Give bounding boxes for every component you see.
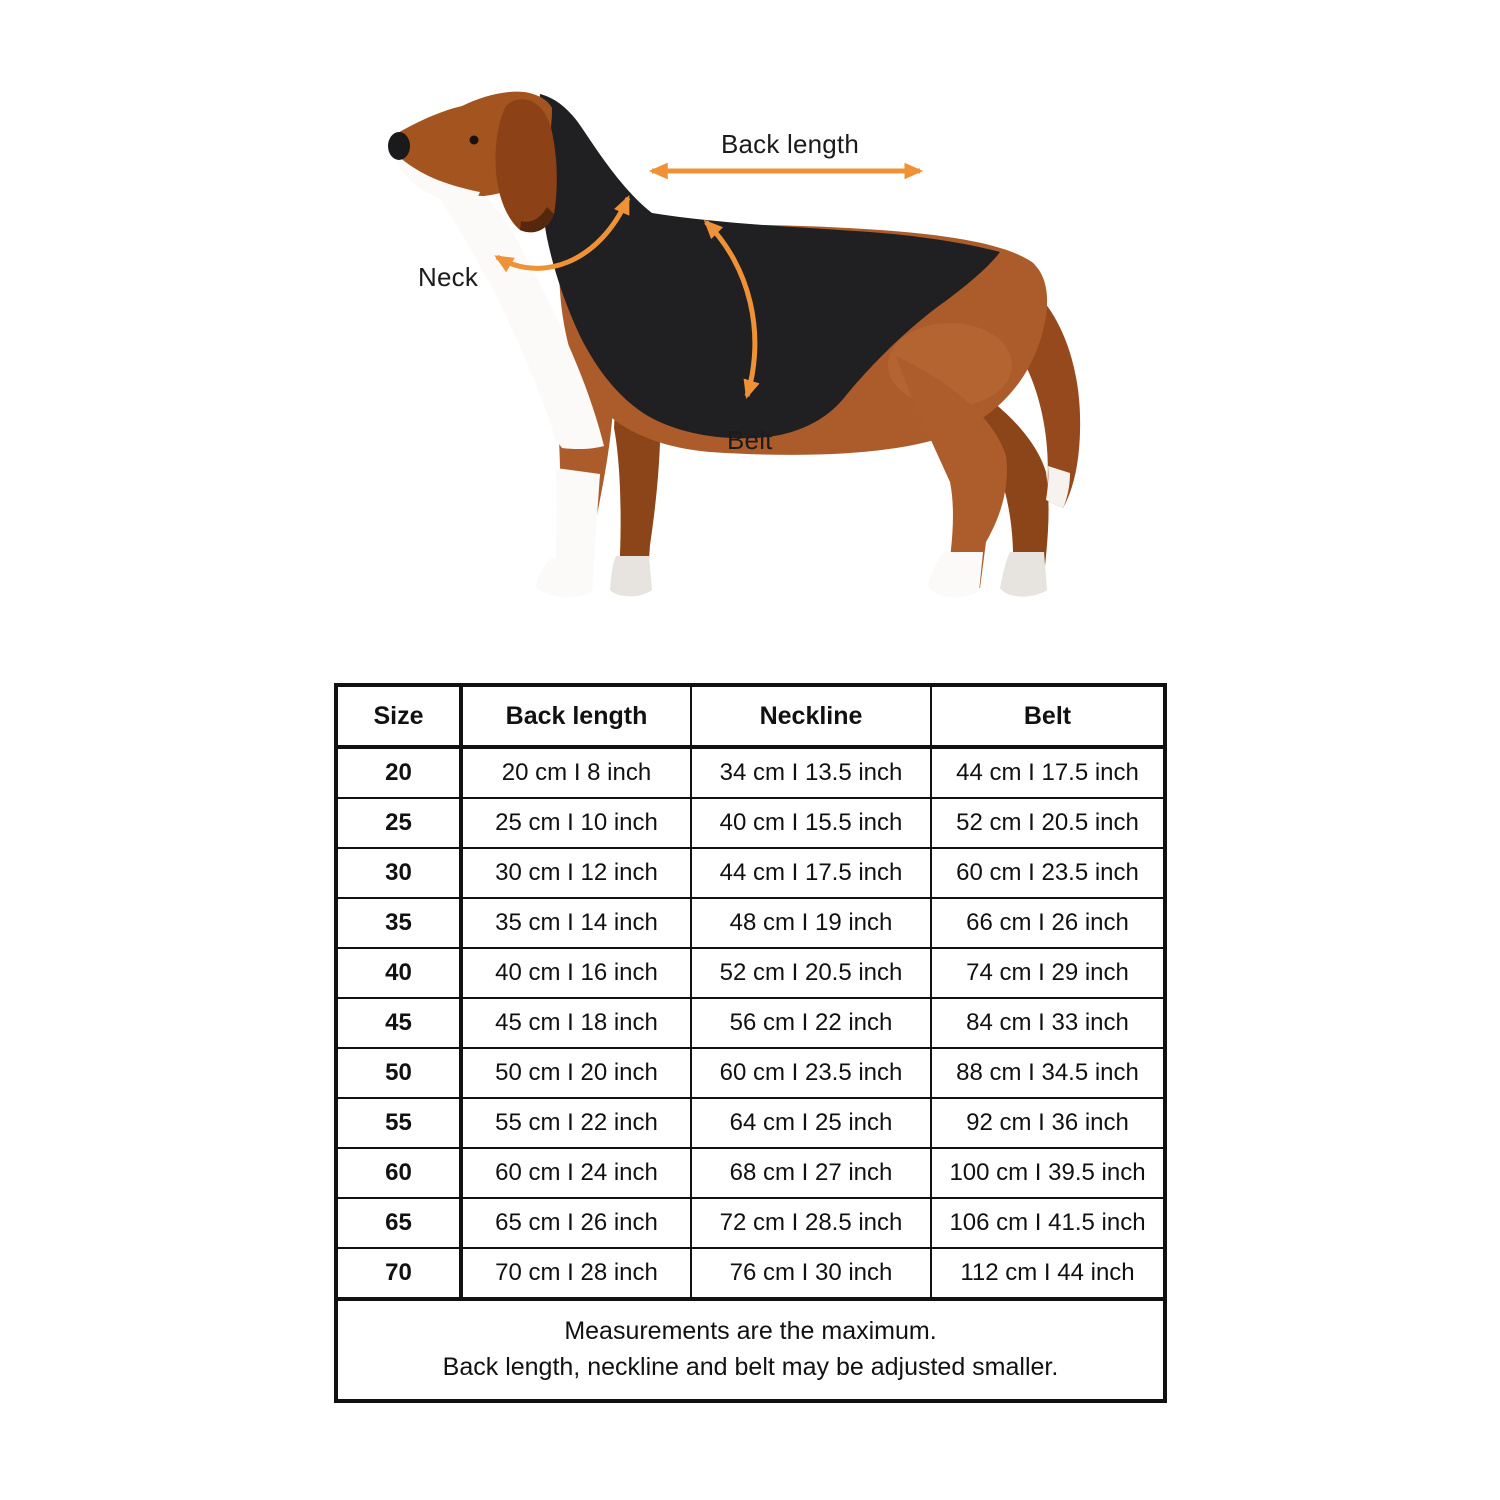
measurement-cell: 84 cm I 33 inch — [931, 998, 1165, 1048]
table-row — [336, 1248, 1165, 1299]
dog-nose — [388, 132, 410, 160]
size-cell: 60 — [336, 1148, 461, 1198]
measurement-cell: 76 cm I 30 inch — [691, 1248, 931, 1299]
table-row — [336, 1198, 1165, 1248]
measurement-cell: 100 cm I 39.5 inch — [931, 1148, 1165, 1198]
footnote-line-2: Back length, neckline and belt may be adjusted smaller. — [442, 1353, 1059, 1381]
table-row — [336, 1098, 1165, 1148]
measurement-cell: 60 cm I 24 inch — [461, 1148, 691, 1198]
measurement-cell: 30 cm I 12 inch — [461, 848, 691, 898]
measurement-cell: 45 cm I 18 inch — [461, 998, 691, 1048]
back-length-label: Back length — [720, 129, 860, 159]
measurement-cell: 65 cm I 26 inch — [461, 1198, 691, 1248]
size-cell: 30 — [336, 848, 461, 898]
measurement-cell: 40 cm I 16 inch — [461, 948, 691, 998]
footnote-row — [336, 1299, 1165, 1401]
column-header-belt: Belt — [931, 685, 1165, 747]
measurement-cell: 60 cm I 23.5 inch — [691, 1048, 931, 1098]
measurement-cell: 40 cm I 15.5 inch — [691, 798, 931, 848]
table-row — [336, 998, 1165, 1048]
table-row — [336, 898, 1165, 948]
table-row — [336, 848, 1165, 898]
measurement-cell: 112 cm I 44 inch — [931, 1248, 1165, 1299]
table-row — [336, 948, 1165, 998]
measurement-cell: 44 cm I 17.5 inch — [691, 848, 931, 898]
measurement-cell: 92 cm I 36 inch — [931, 1098, 1165, 1148]
size-cell: 40 — [336, 948, 461, 998]
measurement-cell: 55 cm I 22 inch — [461, 1098, 691, 1148]
measurement-cell: 70 cm I 28 inch — [461, 1248, 691, 1299]
measurement-cell: 35 cm I 14 inch — [461, 898, 691, 948]
table-row — [336, 798, 1165, 848]
size-cell: 45 — [336, 998, 461, 1048]
belt-label: Belt — [727, 425, 773, 455]
dog-eye — [470, 136, 479, 145]
measurement-cell: 52 cm I 20.5 inch — [691, 948, 931, 998]
measurement-cell: 25 cm I 10 inch — [461, 798, 691, 848]
measurement-cell: 74 cm I 29 inch — [931, 948, 1165, 998]
measurement-cell: 50 cm I 20 inch — [461, 1048, 691, 1098]
measurement-cell: 72 cm I 28.5 inch — [691, 1198, 931, 1248]
measurement-cell: 52 cm I 20.5 inch — [931, 798, 1165, 848]
column-header-size: Size — [336, 685, 461, 747]
measurement-cell: 68 cm I 27 inch — [691, 1148, 931, 1198]
table-row — [336, 1148, 1165, 1198]
dog-illustration — [0, 0, 1500, 660]
footnote-line-1: Measurements are the maximum. — [564, 1317, 937, 1345]
measurement-cell: 66 cm I 26 inch — [931, 898, 1165, 948]
column-header-back-length: Back length — [461, 685, 691, 747]
measurement-cell: 20 cm I 8 inch — [461, 747, 691, 798]
table-header-row — [336, 685, 1165, 747]
column-header-neckline: Neckline — [691, 685, 931, 747]
size-cell: 55 — [336, 1098, 461, 1148]
size-cell: 25 — [336, 798, 461, 848]
measurement-cell: 88 cm I 34.5 inch — [931, 1048, 1165, 1098]
measurement-cell: 60 cm I 23.5 inch — [931, 848, 1165, 898]
neck-label: Neck — [418, 262, 479, 292]
size-cell: 50 — [336, 1048, 461, 1098]
measurement-cell: 44 cm I 17.5 inch — [956, 759, 1139, 786]
measurement-cell: 34 cm I 13.5 inch — [691, 747, 931, 798]
size-cell: 35 — [336, 898, 461, 948]
footnote-cell — [336, 1299, 1165, 1401]
measurement-cell: 106 cm I 41.5 inch — [931, 1198, 1165, 1248]
table-row — [336, 1048, 1165, 1098]
measurement-cell: 48 cm I 19 inch — [691, 898, 931, 948]
size-cell: 65 — [336, 1198, 461, 1248]
size-table-body — [336, 747, 1165, 1299]
size-cell: 20 — [336, 747, 461, 798]
table-row — [336, 747, 1165, 798]
size-table — [334, 683, 1167, 1403]
measurement-cell: 64 cm I 25 inch — [691, 1098, 931, 1148]
measurement-cell: 56 cm I 22 inch — [691, 998, 931, 1048]
size-cell: 70 — [336, 1248, 461, 1299]
